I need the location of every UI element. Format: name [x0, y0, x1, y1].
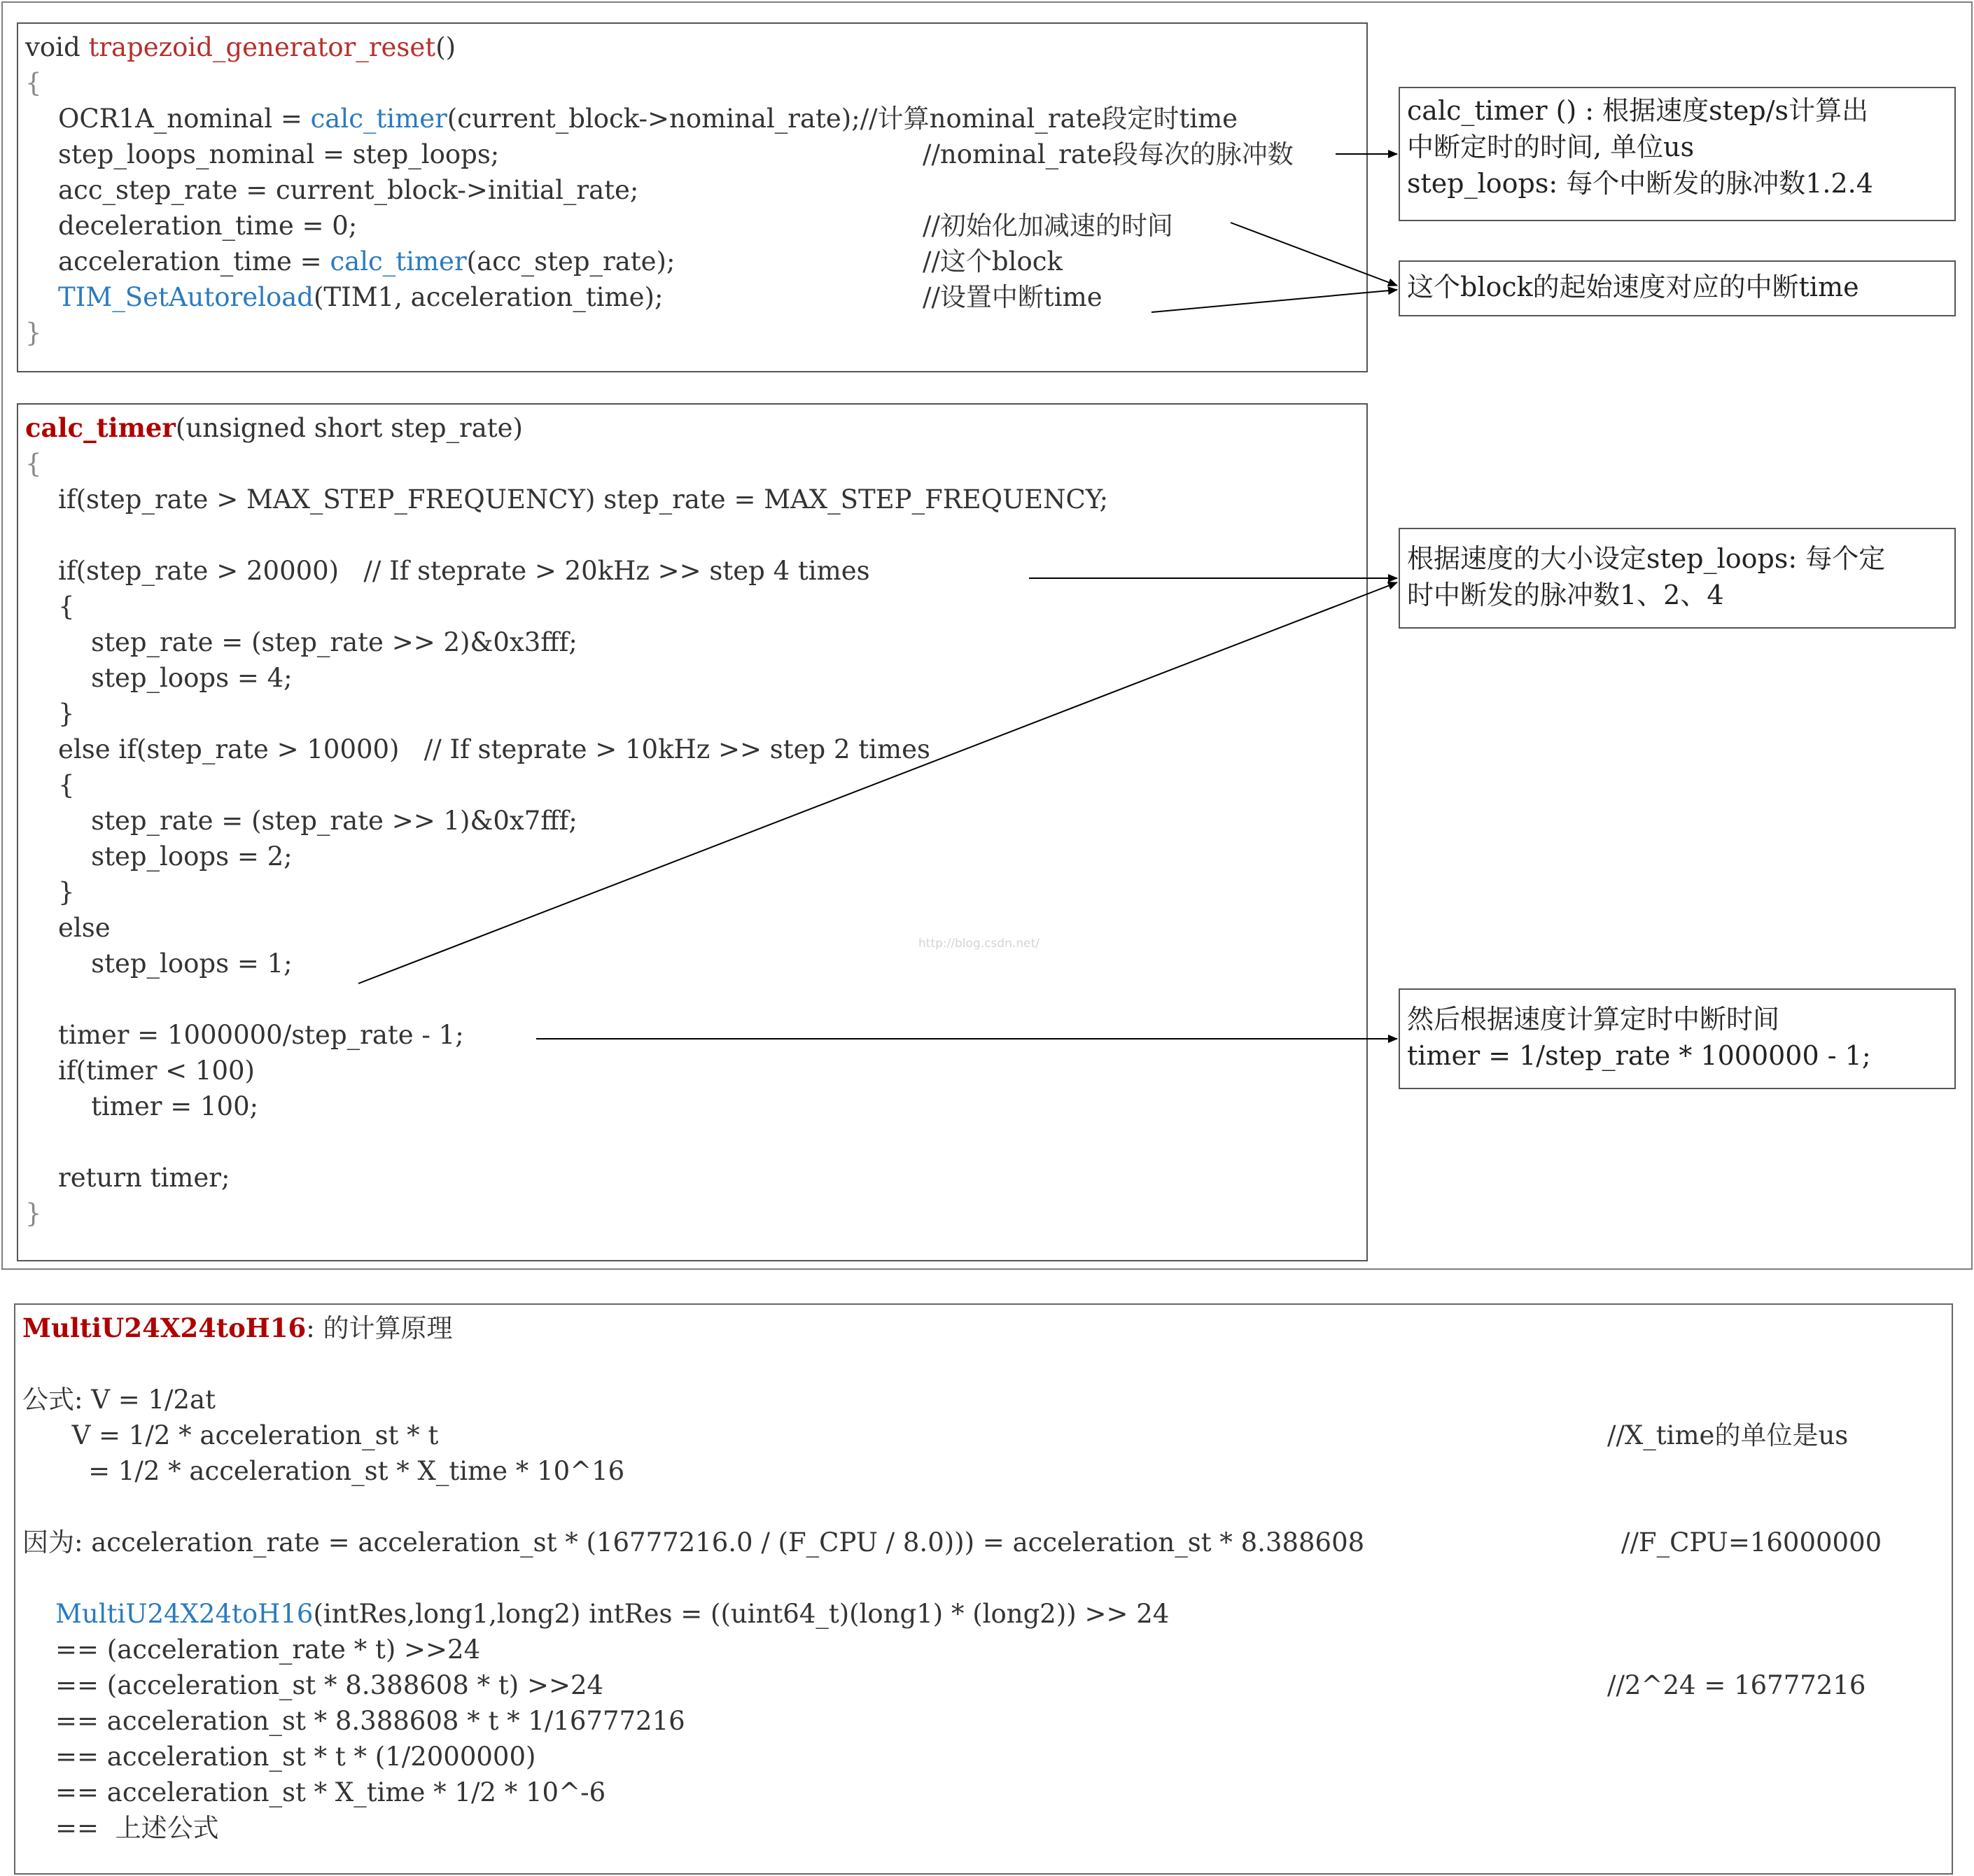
arrow-init-time [1231, 223, 1397, 286]
block3-l6: == (acceleration_rate * t) >>24 [22, 1634, 481, 1665]
block1-line4: deceleration_time = 0; [25, 211, 358, 241]
fn-multiu24x24toh16: MultiU24X24toH16 [22, 1312, 307, 1343]
block1-line6: TIM_SetAutoreload(TIM1, acceleration_time); [58, 282, 664, 312]
block3-l7: == (acceleration_st * 8.388608 * t) >>24 [22, 1670, 604, 1700]
fn-trapezoid-generator-reset: trapezoid_generator_reset [88, 32, 436, 62]
block1-title: void trapezoid_generator_reset() [25, 32, 456, 62]
note3-text: 根据速度的大小设定step_loops: 每个定 时中断发的脉冲数1、2、4 [1407, 543, 1886, 610]
block2-line: } [25, 1198, 42, 1228]
block1-brace-open: { [25, 68, 42, 98]
block2-line: } [25, 877, 75, 907]
note1-text: calc_timer () : 根据速度step/s计算出 中断定时的时间, 单位us step_loops: 每个中断发的脉冲数1.2.4 [1407, 95, 1873, 199]
block3-l11: == 上述公式 [22, 1813, 219, 1843]
block1-line2-comment: //nominal_rate段每次的脉冲数 [923, 139, 1294, 169]
block2-line: return timer; [25, 1163, 230, 1193]
block3-l9: == acceleration_st * t * (1/2000000) [22, 1742, 536, 1772]
block3-l2-comment: //X_time的单位是us [1607, 1420, 1849, 1450]
fn-calc-timer: calc_timer [25, 412, 176, 443]
block2-line: { [25, 592, 75, 622]
block2-line: { [25, 449, 42, 479]
block2-line: else [25, 913, 111, 943]
block1-line5: acceleration_time = calc_timer(acc_step_rate); [25, 246, 676, 276]
block1-line2: step_loops_nominal = step_loops; [25, 139, 500, 169]
block2-line: step_rate = (step_rate >> 2)&0x3fff; [25, 627, 578, 657]
block1-line5-comment: //这个block [923, 246, 1063, 276]
block3-l10: == acceleration_st * X_time * 1/2 * 10^-6 [22, 1777, 606, 1807]
block2-line: step_loops = 4; [25, 663, 293, 693]
block3-l2: V = 1/2 * acceleration_st * t [22, 1420, 439, 1450]
block2-line: else if(step_rate > 10000) // If steprate > 10kHz >> step 2 times [25, 734, 930, 764]
block1-line6-comment: //设置中断time [923, 282, 1102, 312]
block3-l7-comment: //2^24 = 16777216 [1607, 1670, 1866, 1700]
arrow-set-autoreload [1152, 290, 1397, 312]
block1-line1: OCR1A_nominal = calc_timer(current_block->nominal_rate);//计算nominal_rate段定时time [25, 104, 1238, 134]
block3-title: MultiU24X24toH16: 的计算原理 [22, 1312, 453, 1343]
block2-line: step_loops = 2; [25, 841, 293, 872]
arrow-step1 [358, 582, 1397, 983]
block2-line: { [25, 770, 75, 800]
block2-line: if(step_rate > MAX_STEP_FREQUENCY) step_rate = MAX_STEP_FREQUENCY; [25, 484, 1109, 514]
block2-line: } [25, 699, 75, 729]
block2-title: calc_timer(unsigned short step_rate) [25, 412, 523, 443]
block1-brace-close: } [25, 318, 42, 348]
block3-l8: == acceleration_st * 8.388608 * t * 1/16777216 [22, 1706, 685, 1736]
note2-text: 这个block的起始速度对应的中断time [1407, 272, 1859, 302]
block2-line: step_loops = 1; [25, 948, 293, 979]
block3-l1: 公式: V = 1/2at [22, 1385, 216, 1415]
block3-l4-comment: //F_CPU=16000000 [1621, 1527, 1882, 1558]
block2-line: if(timer < 100) [25, 1056, 255, 1086]
block2-line: timer = 1000000/step_rate - 1; [25, 1020, 464, 1050]
block3-l4: 因为: acceleration_rate = acceleration_st * (16777216.0 / (F_CPU / 8.0))) = acceleration_st * 8.388608 [22, 1527, 1365, 1558]
block2-line: timer = 100; [25, 1091, 259, 1121]
block3-l5: MultiU24X24toH16(intRes,long1,long2) intRes = ((uint64_t)(long1) * (long2)) >> 24 [55, 1599, 1170, 1629]
block1-line3: acc_step_rate = current_block->initial_rate; [25, 175, 639, 205]
block1-line4-comment: //初始化加减速的时间 [923, 211, 1173, 241]
block2-line: if(step_rate > 20000) // If steprate > 20kHz >> step 4 times [25, 556, 870, 586]
watermark: http://blog.csdn.net/ [918, 937, 1040, 951]
block2-line: step_rate = (step_rate >> 1)&0x7fff; [25, 806, 578, 836]
block3-l3: = 1/2 * acceleration_st * X_time * 10^16 [22, 1456, 625, 1486]
note4-text: 然后根据速度计算定时中断时间 timer = 1/step_rate * 1000000 - 1; [1407, 1004, 1871, 1071]
